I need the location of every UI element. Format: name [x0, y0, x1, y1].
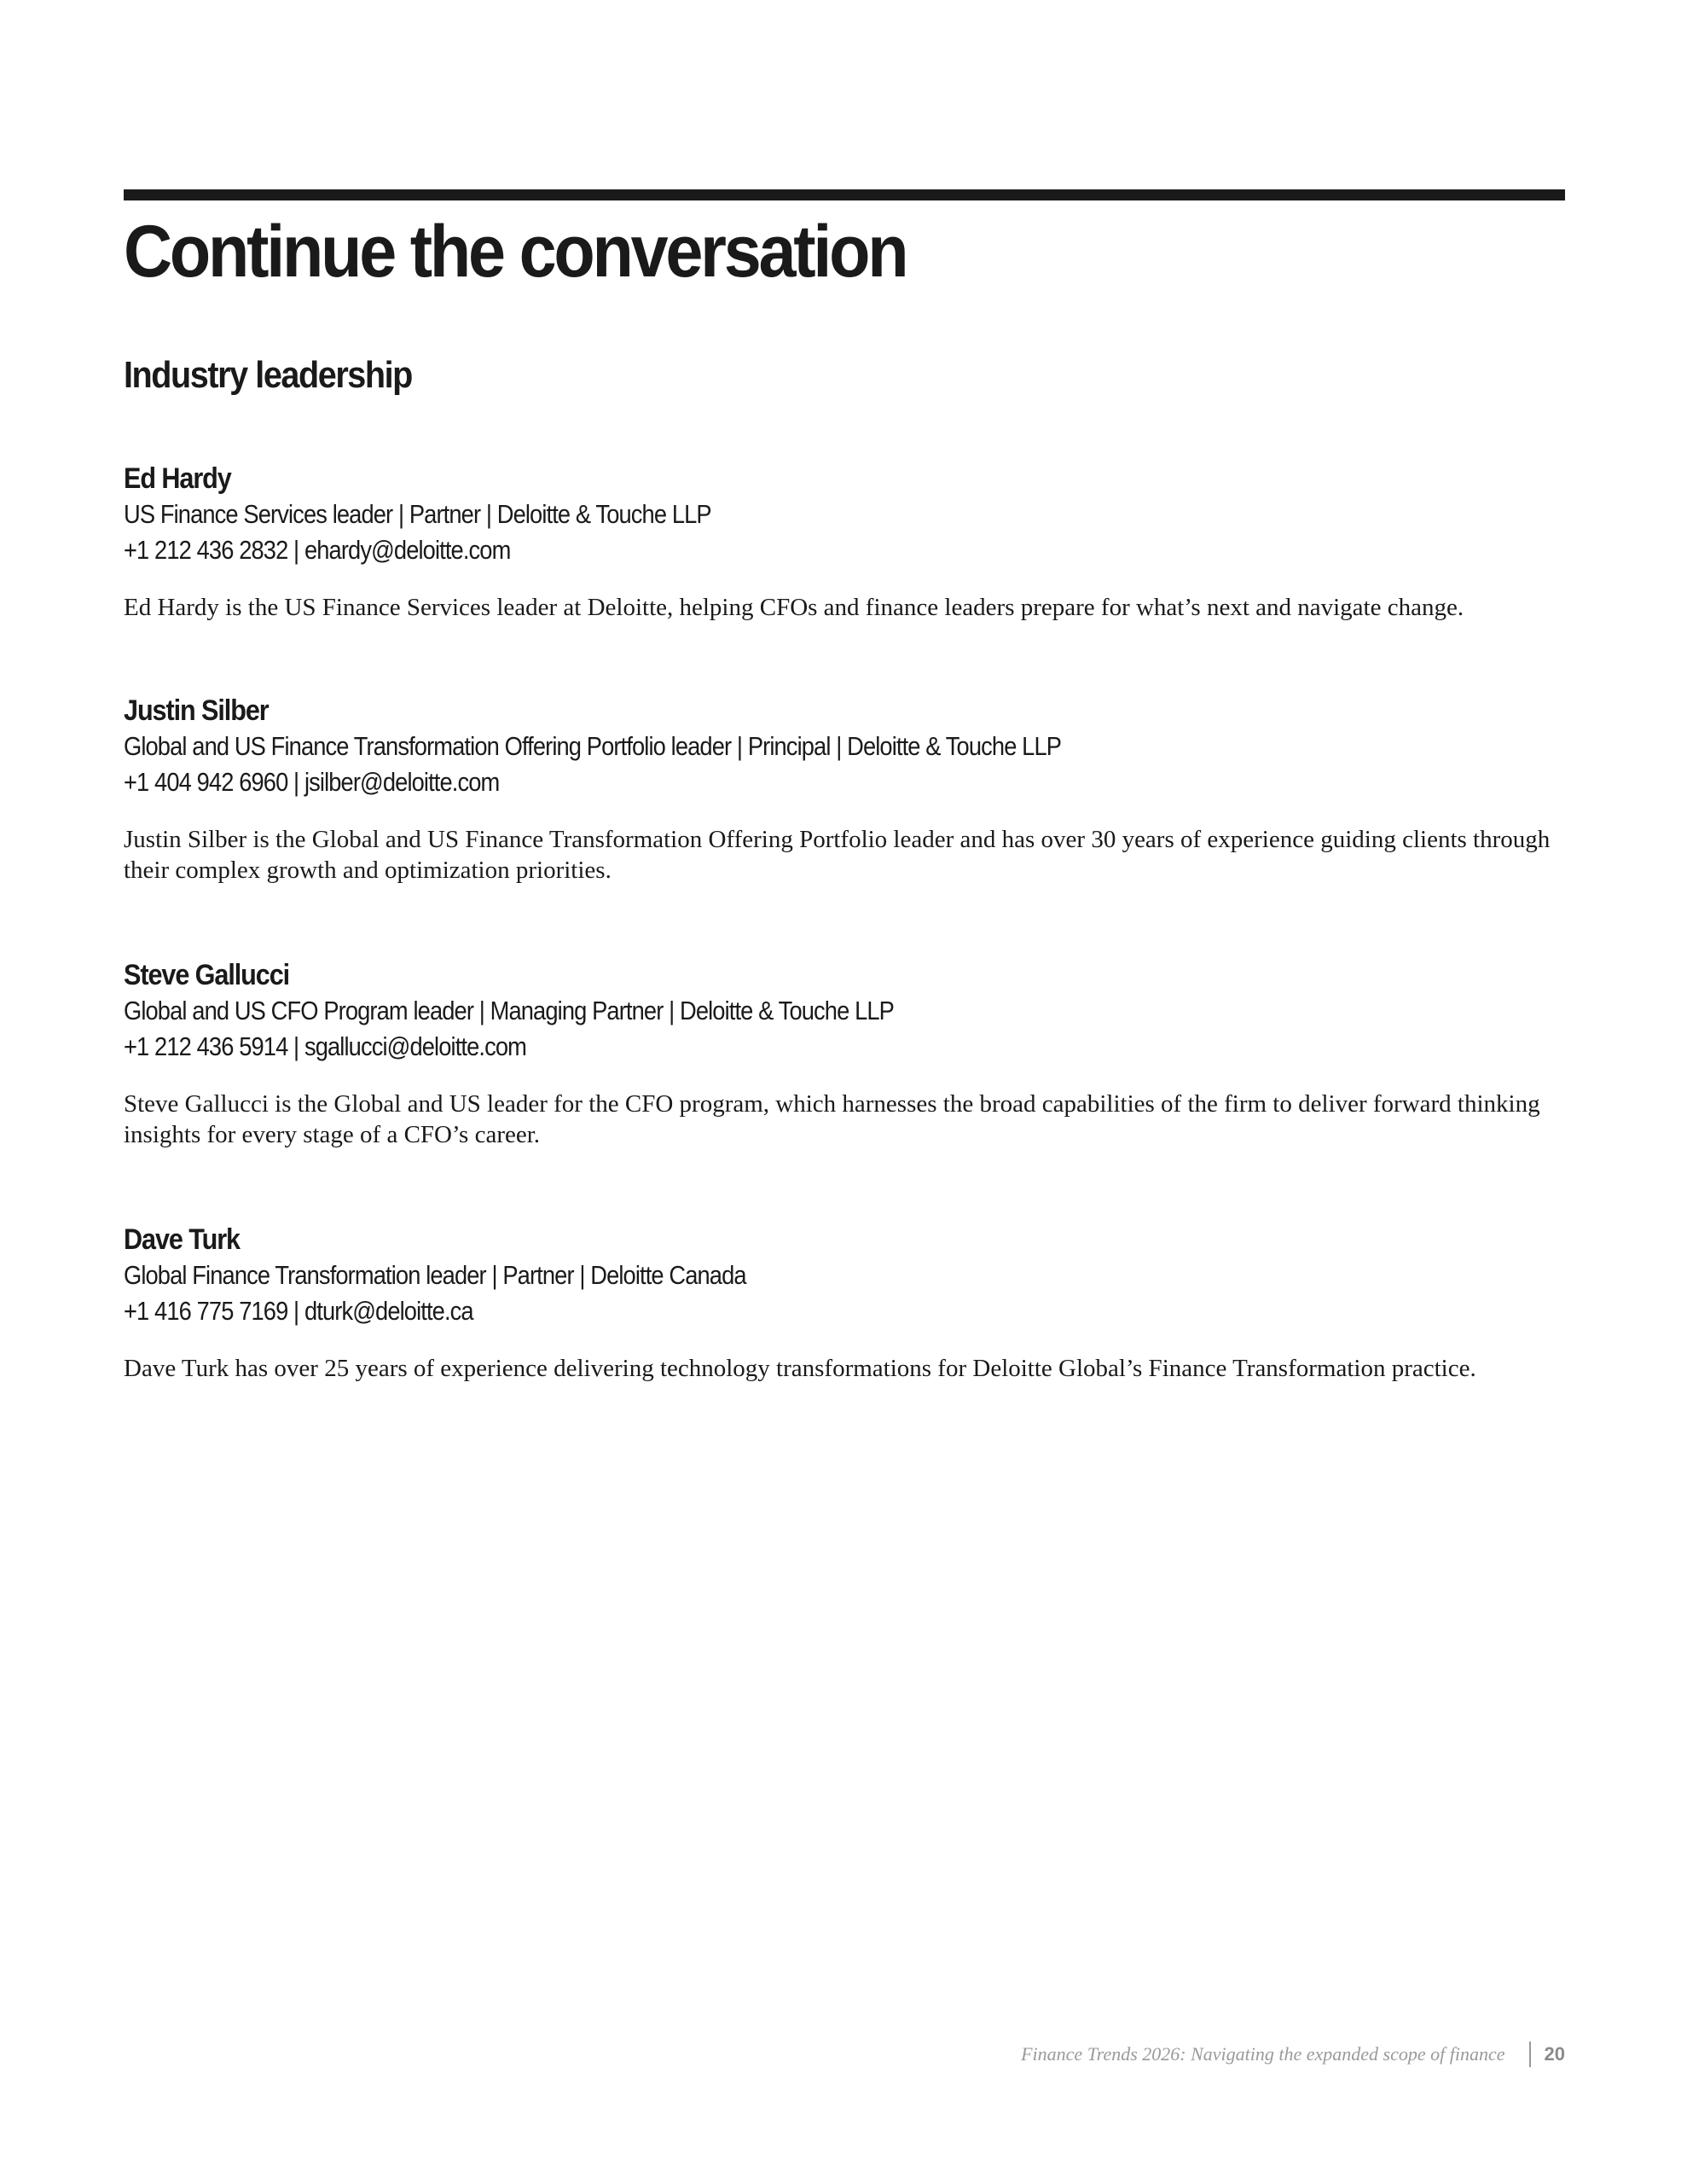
- contact-details: +1 416 775 7169 | dturk@deloitte.ca: [124, 1296, 473, 1326]
- contact-block: [124, 1222, 1565, 1384]
- contact-bio: Dave Turk has over 25 years of experience delivering technology transformations for Deloitte Global’s Finance Transformation practice.: [124, 1355, 1476, 1382]
- contact-role: Global and US CFO Program leader | Managing Partner | Deloitte & Touche LLP: [124, 996, 894, 1025]
- page-footer: [1021, 2039, 1565, 2070]
- contact-role: Global Finance Transformation leader | Partner | Deloitte Canada: [124, 1260, 746, 1290]
- contact-role: Global and US Finance Transformation Offering Portfolio leader | Principal | Deloitte & Touche LLP: [124, 731, 1062, 761]
- contact-name: Ed Hardy: [124, 462, 231, 495]
- footer-divider: [1529, 2042, 1531, 2067]
- page-number: 20: [1544, 2043, 1565, 2065]
- contact-block: [124, 461, 1565, 623]
- contact-name: Justin Silber: [124, 694, 269, 727]
- section-title: Industry leadership: [124, 354, 412, 396]
- contact-name: Dave Turk: [124, 1223, 240, 1256]
- top-rule: [124, 189, 1565, 200]
- contact-bio: Ed Hardy is the US Finance Services leader at Deloitte, helping CFOs and finance leaders prepare for what’s next and navigate change.: [124, 594, 1464, 621]
- contact-role: US Finance Services leader | Partner | Deloitte & Touche LLP: [124, 499, 711, 529]
- footer-publication-title: Finance Trends 2026: Navigating the expanded scope of finance: [1021, 2043, 1505, 2065]
- contact-details: +1 212 436 5914 | sgallucci@deloitte.com: [124, 1031, 527, 1061]
- contact-name: Steve Gallucci: [124, 959, 290, 991]
- contact-bio: Justin Silber is the Global and US Finance Transformation Offering Portfolio leader and has over 30 years of experience guiding clients through their complex growth and optimization priorities.: [124, 826, 1551, 884]
- contact-block: [124, 957, 1565, 1150]
- contact-bio: Steve Gallucci is the Global and US leader for the CFO program, which harnesses the broad capabilities of the firm to deliver forward thinking insights for every stage of a CFO’s career.: [124, 1090, 1540, 1148]
- contact-details: +1 404 942 6960 | jsilber@deloitte.com: [124, 767, 500, 797]
- contact-details: +1 212 436 2832 | ehardy@deloitte.com: [124, 535, 511, 565]
- page: [124, 0, 1565, 2184]
- contact-block: [124, 693, 1565, 886]
- page-title: Continue the conversation: [124, 211, 907, 293]
